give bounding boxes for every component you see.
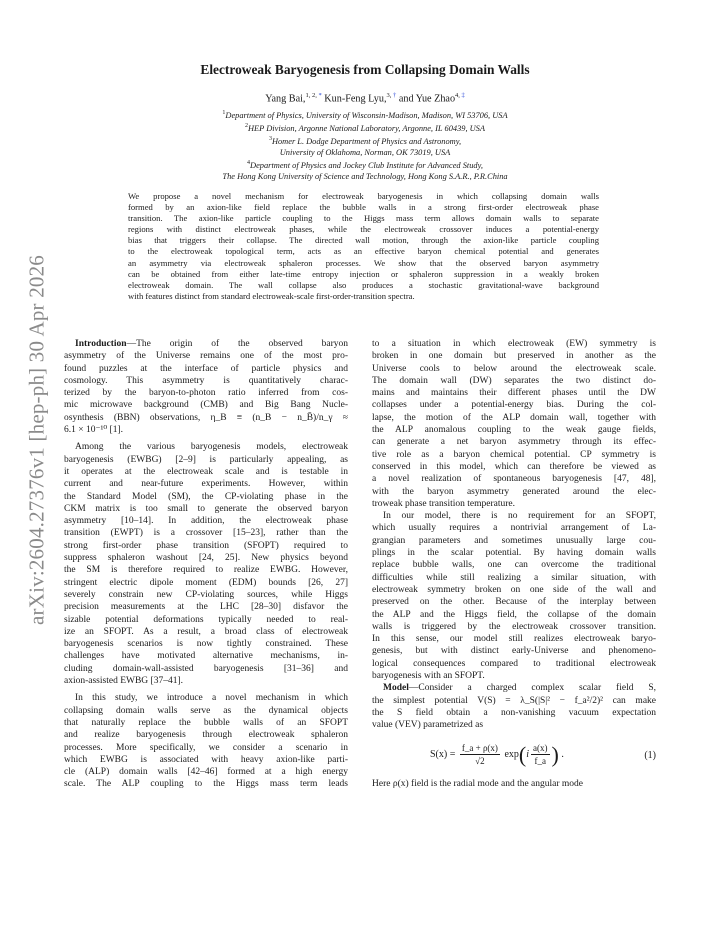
text-line: genesis, but with distinct early-Universe and phenomeno- xyxy=(372,646,656,657)
text-line: suppress sphaleron washout [24, 25]. New physics beyond xyxy=(64,553,348,564)
text-line: transition (EWPT) is a crossover [15–23], rather than the xyxy=(64,528,348,539)
text-line: broken in one domain but preserved in another as the xyxy=(372,351,656,362)
affiliation-text: University of Oklahoma, Norman, OK 73019, USA xyxy=(279,148,451,157)
equation-body xyxy=(430,742,564,768)
abstract-line: transition. The axion-like particle coupling to the Higgs mass term allows domain walls to separate xyxy=(128,213,599,224)
text-line: electroweak symmetry broken on one side of the wall and xyxy=(372,584,656,595)
equation-lhs: S(x) = xyxy=(430,748,456,760)
text-line: the ALP and the Higgs field, the collapse of the domain xyxy=(372,609,656,620)
affil-numbers: 4, xyxy=(455,92,460,99)
text-line: logical consequences compared to traditional electroweak xyxy=(372,658,656,669)
text-line: In this study, we introduce a novel mechanism in which xyxy=(75,693,348,704)
affiliation-text: Department of Physics, University of Wisconsin-Madison, Madison, WI 53706, USA xyxy=(225,110,508,120)
right-column xyxy=(372,338,656,790)
abstract-line: bias that triggers their collapse. The directed wall motion, through the axion-like particle coupling xyxy=(128,235,599,246)
text-line: the S field obtain a non-vanishing vacuum expectation xyxy=(372,707,656,718)
equation-fraction xyxy=(460,742,500,768)
text-line: cle (ALP) domain walls [42–46] formed at a high energy xyxy=(64,767,348,778)
section-label-introduction: Introduction xyxy=(75,339,127,349)
equation-inner-fraction xyxy=(531,742,550,768)
text-line: The domain wall (DW) separates the two distinct do- xyxy=(372,375,656,386)
text-line: Among the various baryogenesis models, electroweak xyxy=(75,442,348,453)
text-line: mains and maintains their different phases until the DW xyxy=(372,388,656,399)
section-label-model: Model xyxy=(383,683,409,694)
right-paren: ) xyxy=(551,741,559,767)
abstract-line: regions with distinct electroweak phases, while the electroweak crossover induces a potential-energy xyxy=(128,224,599,235)
text-line: cluding domain-wall-assisted baryogenesis [31–36] and xyxy=(64,663,348,674)
text-line: plings in the scalar potential. By having domain walls xyxy=(372,548,656,559)
text-line: to a situation in which electroweak (EW) symmetry is xyxy=(372,339,656,349)
text-line: severely constrain new CP-violating sources, while Higgs xyxy=(64,589,348,600)
text-line: lapse, the motion of the ALP domain wall, together with xyxy=(372,412,656,423)
fraction-denominator: √2 xyxy=(475,755,485,766)
abstract xyxy=(128,191,599,302)
inner-denominator: f_a xyxy=(534,755,546,766)
text-line: baryogenesis with an SFOPT. xyxy=(372,671,485,682)
text-line: difficulties while still realizing a similar situation, with xyxy=(372,572,656,583)
affiliation-line xyxy=(110,121,620,134)
text-line: preserved on the other. Because of the interplay between xyxy=(372,597,656,608)
text-line: and realize baryogenesis through electroweak sphaleron xyxy=(64,730,348,741)
corresponding-mark: * xyxy=(316,92,322,99)
text-line: asymmetry [10–14]. In addition, the electroweak phase xyxy=(64,516,348,527)
text-line: conserved in this model, which can therefore be viewed as xyxy=(372,461,656,472)
fraction-numerator: f_a + ρ(x) xyxy=(460,742,500,755)
affiliation-text: HEP Division, Argonne National Laboratory, Argonne, IL 60439, USA xyxy=(248,123,485,133)
text-line: axion-assisted EWBG [37–41]. xyxy=(64,676,183,687)
text-line: 6.1 × 10⁻¹⁰ [1]. xyxy=(64,425,123,436)
affiliations xyxy=(110,108,620,182)
abstract-line: to the electroweak topological term, acts as an effective baryon chemical potential and generates xyxy=(128,246,599,257)
text-line: cosmology. This asymmetry is quantitatively charac- xyxy=(64,375,348,386)
inner-numerator: a(x) xyxy=(531,742,550,755)
text-fragment: —Consider a charged complex scalar field S, xyxy=(408,683,656,694)
affiliation-number: 4 xyxy=(247,160,251,167)
text-line: scale. The ALP coupling to the Higgs mass term leads xyxy=(64,779,348,790)
equation-period: . xyxy=(561,748,564,760)
author-list xyxy=(110,92,620,104)
text-line: current and near-future experiments. However, within xyxy=(64,479,348,490)
affil-numbers: 3, xyxy=(386,92,392,99)
left-paren: ( xyxy=(518,741,527,767)
text-line: asymmetry of the Universe remains one of the most pro- xyxy=(64,351,348,362)
text-line: it operates at the electroweak scale and is testable in xyxy=(64,466,348,477)
text-line: which usually requires a nontrivial arrangement of La- xyxy=(372,523,656,534)
text-fragment: —The origin of the observed baryon xyxy=(126,339,348,349)
text-line: a novel realization of spontaneous baryogenesis [47, 48], xyxy=(372,474,656,485)
author-affil-marker xyxy=(387,92,397,99)
text-line: collapses under a potential-energy bias. During the col- xyxy=(372,400,656,411)
arxiv-id-text: arXiv:2604.27376v1 [hep-ph] 30 Apr 2026 xyxy=(24,255,49,625)
equation-1 xyxy=(372,739,656,773)
text-line: terized by the baryon-to-photon ratio inferred from cos- xyxy=(64,388,348,399)
affiliation-line xyxy=(110,108,620,121)
text-line: tive role as a baryon chemical potential. CP symmetry is xyxy=(372,449,656,460)
equation-number: (1) xyxy=(644,749,656,761)
author-name: Yang Bai, xyxy=(265,93,306,105)
text-line: with the baryon asymmetry generated around the elec- xyxy=(372,486,656,497)
text-line: value (VEV) parametrized as xyxy=(372,720,484,731)
text-line: In this sense, our model still realizes electroweak baryo- xyxy=(372,634,656,645)
text-line: replace bubble walls, one can overcome the traditional xyxy=(372,560,656,571)
text-line: can generate a net baryon asymmetry through its effec- xyxy=(372,437,656,448)
text-line: grangian parameters and sometimes unusually large cou- xyxy=(372,535,656,546)
text-line: mic microwave background (CMB) and Big Bang Nucle- xyxy=(64,400,348,411)
text-line: sizable potential deformations typically needed to real- xyxy=(64,614,348,625)
paper-title: Electroweak Baryogenesis from Collapsing Domain Walls xyxy=(200,62,530,77)
text-line xyxy=(64,338,348,350)
text-line: found puzzles at the interface of particle physics and xyxy=(64,363,348,374)
text-line: precision measurements at the LHC [28–30] disfavor the xyxy=(64,602,348,613)
text-line: walls is triggered by the electroweak crossover transition. xyxy=(372,621,656,632)
affiliation-text: Homer L. Dodge Department of Physics and Astronomy, xyxy=(271,136,462,146)
author-name: and Yue Zhao xyxy=(398,93,456,105)
imaginary-unit: i xyxy=(526,748,529,760)
text-line: baryogenesis scenarios is now tightly constrained. These xyxy=(64,639,348,650)
affiliation-text: Department of Physics and Jockey Club Institute for Advanced Study, xyxy=(250,161,483,170)
text-line: collapsing domain walls serve as the dynamical objects xyxy=(64,705,348,716)
affiliation-number: 3 xyxy=(268,136,272,142)
abstract-line: formed by an axion-like field replace the bubble walls in a strong first-order electroweak phase xyxy=(128,202,599,213)
text-line: processes. More specifically, we consider a scenario in xyxy=(64,742,348,753)
text-line: troweak phase transition temperature. xyxy=(372,498,515,509)
text-line: that naturally replace the bubble walls of an SFOPT xyxy=(64,717,348,728)
abstract-line: with features distinct from standard electroweak-scale first-order-transition spectra. xyxy=(128,290,415,301)
affiliation-line xyxy=(110,158,620,171)
abstract-line: electroweak domain. The wall collapse also produces a stochastic gravitational-wave background xyxy=(128,279,599,290)
text-line: Here ρ(x) field is the radial mode and the angular mode xyxy=(372,778,584,789)
abstract-line: can be obtained from either late-time entropy injection or sphaleron suppression in a weakly broken xyxy=(128,268,599,279)
author-affil-marker xyxy=(305,92,321,99)
abstract-line: We propose a novel mechanism for electroweak baryogenesis in which collapsing domain walls xyxy=(128,191,599,201)
author-name: Kun-Feng Lyu, xyxy=(324,93,387,105)
affiliation-number: 1 xyxy=(222,110,226,116)
text-line: the Standard Model (SM), the CP-violating phase in the xyxy=(64,491,348,502)
affiliation-line xyxy=(110,171,620,182)
text-line: CKM matrix is too small to generate the observed baryon xyxy=(64,503,348,514)
text-line: In our model, there is no requirement for an SFOPT, xyxy=(383,511,656,522)
arxiv-identifier-stamp xyxy=(22,230,52,650)
text-line: strong first-order phase transition (SFOPT) required to xyxy=(64,540,348,551)
corresponding-mark: † xyxy=(391,92,397,99)
text-line: challenges have motivated alternative mechanisms, in- xyxy=(64,651,348,662)
text-line: Universe cools to below around the electroweak scale. xyxy=(372,363,656,374)
affiliation-line xyxy=(110,147,620,158)
text-line: the simplest potential V(S) = λ_S(|S|² − f_a²/2)² can make xyxy=(372,695,656,706)
affiliation-number: 2 xyxy=(245,123,248,129)
text-line: which EWBG is associated with heavy axion-like parti- xyxy=(64,754,348,765)
equation-exp: exp xyxy=(504,748,519,760)
text-line: stringent electric dipole moment (EDM) bounds [26, 27] xyxy=(64,577,348,588)
affiliation-text: The Hong Kong University of Science and Technology, Hong Kong S.A.R., P.R.China xyxy=(222,172,508,182)
corresponding-mark: ‡ xyxy=(459,92,465,99)
text-line: ize an SFOPT. As a result, a broad class of electroweak xyxy=(64,626,348,637)
text-line: the SM is therefore required to realize EWBG. However, xyxy=(64,565,348,576)
author-affil-marker xyxy=(455,92,465,99)
abstract-line: an asymmetry via electroweak sphaleron processes. We show that the observed baryon asymmetry xyxy=(128,257,599,268)
text-line: the ALP anomalous coupling to the weak gauge fields, xyxy=(372,425,656,436)
affil-numbers: 1, 2, xyxy=(305,92,317,99)
text-line: osynthesis (BBN) observations, η_B ≡ (n_B − n_B̄)/n_γ ≈ xyxy=(64,412,348,423)
affiliation-line xyxy=(110,134,620,147)
left-column xyxy=(64,338,348,791)
text-line xyxy=(372,682,656,694)
text-line: baryogenesis (EWBG) [2–9] is particularly appealing, as xyxy=(64,454,348,465)
